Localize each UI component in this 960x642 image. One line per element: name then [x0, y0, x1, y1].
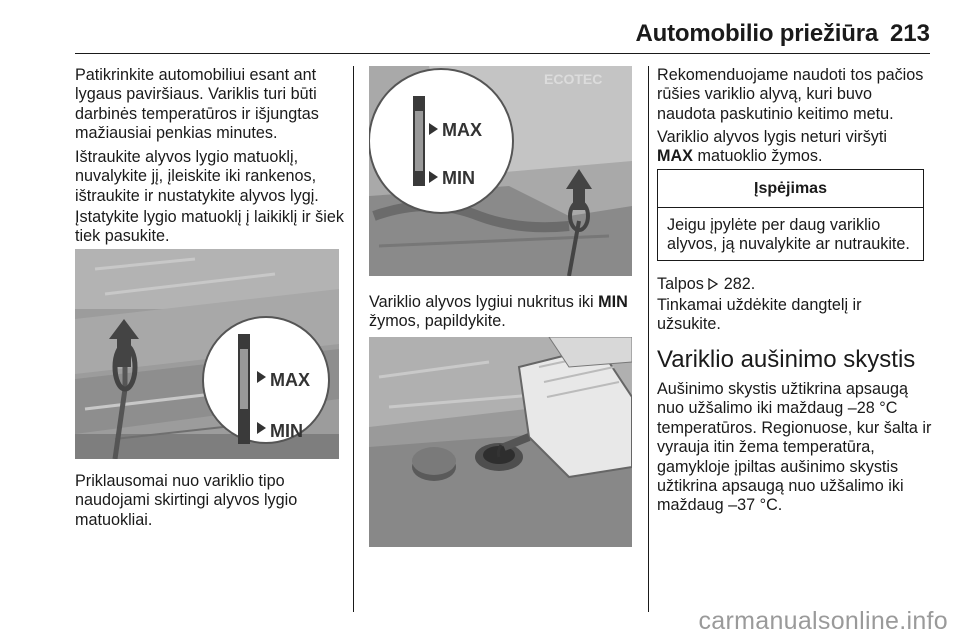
watermark-text: carmanualsonline.info — [698, 607, 948, 635]
paragraph-refill-min: Variklio alyvos lygiui nukritus iki MIN žymos, papildykite. — [369, 293, 628, 331]
oil-refill-figure — [369, 337, 632, 547]
max-label: MAX — [442, 120, 482, 140]
min-label: MIN — [270, 421, 303, 441]
dipstick-figure-middle — [369, 66, 632, 276]
paragraph-oil-recommendation: Rekomenduojame naudoti tos pačios rūšies variklio alyvą, kuri buvo naudota paskutinio keitimo metu. — [657, 66, 924, 123]
engine-cover-illustration — [369, 66, 632, 276]
engine-dipstick-illustration — [75, 249, 339, 459]
engine-brand-text: ECOTEC — [544, 71, 603, 87]
page-header-title: Automobilio priežiūra — [635, 20, 878, 47]
header-divider — [75, 53, 930, 54]
paragraph-insert-dipstick: Įstatykite lygio matuoklį į laikiklį ir šiek tiek pasukite. — [75, 208, 344, 246]
column-divider-left — [353, 66, 354, 612]
warning-body: Jeigu įpylėte per daug variklio alyvos, ją nuvalykite ar nutraukite. — [667, 216, 910, 254]
section-title-coolant: Variklio aušinimo skystis — [657, 346, 916, 373]
arrow-reference-icon — [708, 278, 719, 290]
paragraph-close-cap: Tinkamai uždėkite dangtelį ir užsukite. — [657, 296, 862, 334]
paragraph-capacities-reference: Talpos 282. — [657, 275, 756, 293]
dipstick-figure-left — [75, 249, 339, 459]
min-label: MIN — [442, 168, 475, 188]
paragraph-coolant-info: Aušinimo skystis užtikrina apsaugą nuo užšalimo iki maždaug –28 °C temperatūros. Regionuose, kur šalta ir vyrauja itin žema temperatūra, gamykloje įpiltas aušinimo skystis užtikrina apsaugą nuo užšalimo iki maždaug –37 °C. — [657, 380, 932, 515]
paragraph-dipstick-types: Priklausomai nuo variklio tipo naudojami skirtingi alyvos lygio matuokliai. — [75, 472, 298, 529]
warning-title: Įspėjimas — [658, 170, 923, 208]
paragraph-max-limit: Variklio alyvos lygis neturi viršyti MAX matuoklio žymos. — [657, 128, 887, 166]
warning-box — [657, 169, 924, 261]
page-number: 213 — [889, 20, 930, 47]
paragraph-check-conditions: Patikrinkite automobiliui esant ant lygaus paviršiaus. Variklis turi būti darbinės temperatūros ir išjungtas mažiausiai penkias minutes. — [75, 66, 319, 143]
max-label: MAX — [270, 370, 310, 390]
oil-filling-illustration — [369, 337, 632, 547]
paragraph-pull-dipstick: Ištraukite alyvos lygio matuoklį, nuvalykite jį, įleiskite iki rankenos, ištraukite ir nustatykite alyvos lygį. — [75, 148, 319, 205]
column-divider-right — [648, 66, 649, 612]
